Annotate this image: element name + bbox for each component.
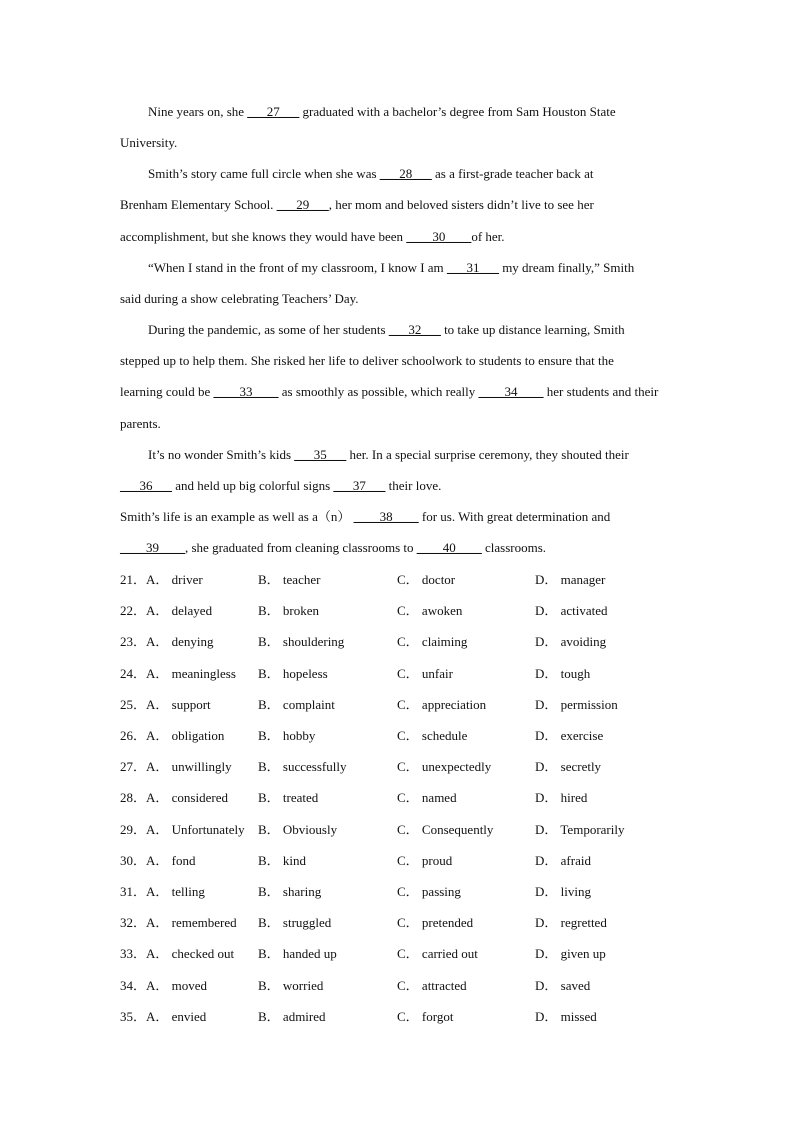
blank-36: ___36___ — [120, 478, 172, 493]
question-number-and-option-a — [120, 946, 234, 962]
question-row — [120, 697, 680, 713]
option-c: C． proud — [397, 853, 453, 868]
option-b: B． struggled — [258, 915, 332, 930]
option-c: C． pretended — [397, 915, 474, 930]
passage-line — [120, 384, 658, 400]
option-d: D． secretly — [535, 759, 602, 774]
text: Smith’s story came full circle when she was — [148, 166, 380, 181]
option-a: A． envied — [146, 1009, 207, 1024]
question-row — [120, 822, 680, 838]
question-number-and-option-a — [120, 915, 237, 931]
question-row — [120, 603, 680, 619]
option-c: C． doctor — [397, 572, 456, 587]
question-number-and-option-a — [120, 603, 212, 619]
option-a: A． Unfortunately — [146, 822, 245, 837]
text: for us. With great determination and — [418, 509, 611, 524]
option-d: D． saved — [535, 978, 591, 993]
option-b: B． Obviously — [258, 822, 338, 837]
option-c: C． awoken — [397, 603, 463, 618]
question-number-and-option-a — [120, 666, 236, 682]
option-c: C． carried out — [397, 946, 478, 961]
option-d: D． hired — [535, 790, 588, 805]
text: classrooms. — [481, 540, 547, 555]
text: learning could be — [120, 384, 214, 399]
text: “When I stand in the front of my classroom, I know I am — [148, 260, 447, 275]
question-number-and-option-a — [120, 853, 195, 869]
option-a: A． unwillingly — [146, 759, 232, 774]
option-b: B． successfully — [258, 759, 347, 774]
text: During the pandemic, as some of her students — [148, 322, 389, 337]
question-number: 34． — [120, 978, 147, 993]
passage-line — [120, 509, 610, 525]
question-number: 27． — [120, 759, 147, 774]
blank-37: ___37___ — [333, 478, 386, 493]
option-b: B． treated — [258, 790, 319, 805]
text: University. — [120, 135, 178, 150]
question-number: 35． — [120, 1009, 147, 1024]
question-number: 32． — [120, 915, 147, 930]
blank-40: ____40____ — [416, 540, 482, 555]
option-c: C． schedule — [397, 728, 468, 743]
text: , she graduated from cleaning classrooms to — [185, 540, 417, 555]
question-row — [120, 790, 680, 806]
option-b: B． hobby — [258, 728, 316, 743]
passage-line — [120, 416, 161, 432]
passage-line — [120, 291, 359, 307]
option-a: A． checked out — [146, 946, 235, 961]
option-b: B． complaint — [258, 697, 335, 712]
option-a: A． delayed — [146, 603, 213, 618]
passage-line — [120, 540, 546, 556]
option-a: A． denying — [146, 634, 214, 649]
passage-line — [120, 197, 594, 213]
text: stepped up to help them. She risked her life to deliver schoolwork to students to ensure that the — [120, 353, 614, 368]
question-row — [120, 946, 680, 962]
option-d: D． tough — [535, 666, 591, 681]
blank-39: ____39____ — [120, 540, 185, 555]
question-number-and-option-a — [120, 634, 214, 650]
blank-27: ___27___ — [247, 104, 300, 119]
text: Brenham Elementary School. — [120, 197, 277, 212]
passage-line — [148, 322, 625, 338]
text: and held up big colorful signs — [172, 478, 334, 493]
option-b: B． handed up — [258, 946, 337, 961]
option-c: C． unexpectedly — [397, 759, 492, 774]
option-d: D． given up — [535, 946, 606, 961]
option-b: B． worried — [258, 978, 324, 993]
blank-33: ____33____ — [213, 384, 279, 399]
question-row — [120, 915, 680, 931]
option-a: A． fond — [146, 853, 196, 868]
question-number: 28． — [120, 790, 147, 805]
question-row — [120, 1009, 680, 1025]
question-number-and-option-a — [120, 697, 211, 713]
option-d: D． activated — [535, 603, 608, 618]
passage-line — [148, 166, 593, 182]
option-c: C． claiming — [397, 634, 468, 649]
option-b: B． broken — [258, 603, 320, 618]
passage-line — [120, 229, 505, 245]
text: of her. — [471, 229, 505, 244]
blank-38: ____38____ — [353, 509, 419, 524]
option-c: C． forgot — [397, 1009, 454, 1024]
option-d: D． manager — [535, 572, 606, 587]
text: as a first-grade teacher back at — [431, 166, 594, 181]
option-c: C． attracted — [397, 978, 467, 993]
text: my dream finally,” Smith — [498, 260, 635, 275]
question-number-and-option-a — [120, 978, 207, 994]
text: as smoothly as possible, which really — [278, 384, 479, 399]
option-a: A． considered — [146, 790, 228, 805]
passage-line — [148, 447, 629, 463]
question-number: 29． — [120, 822, 147, 837]
blank-29: ___29___ — [276, 197, 329, 212]
question-number: 26． — [120, 728, 147, 743]
question-row — [120, 853, 680, 869]
option-d: D． afraid — [535, 853, 591, 868]
text: accomplishment, but she knows they would have been — [120, 229, 407, 244]
option-b: B． kind — [258, 853, 307, 868]
text: parents. — [120, 416, 161, 431]
question-number: 33． — [120, 946, 147, 961]
text: to take up distance learning, Smith — [440, 322, 625, 337]
question-number-and-option-a — [120, 884, 205, 900]
question-row — [120, 634, 680, 650]
question-row — [120, 572, 680, 588]
option-b: B． sharing — [258, 884, 322, 899]
passage-line — [120, 353, 614, 369]
question-number: 23． — [120, 634, 147, 649]
question-row — [120, 884, 680, 900]
question-row — [120, 978, 680, 994]
option-a: A． meaningless — [146, 666, 236, 681]
text: graduated with a bachelor’s degree from Sam Houston State — [299, 104, 616, 119]
option-c: C． unfair — [397, 666, 453, 681]
blank-34: ____34____ — [478, 384, 544, 399]
option-d: D． exercise — [535, 728, 604, 743]
option-a: A． moved — [146, 978, 208, 993]
question-number-and-option-a — [120, 759, 232, 775]
option-d: D． permission — [535, 697, 618, 712]
option-c: C． passing — [397, 884, 461, 899]
question-number: 31． — [120, 884, 147, 899]
blank-35: ___35___ — [294, 447, 347, 462]
question-number: 21． — [120, 572, 147, 587]
question-number: 30． — [120, 853, 147, 868]
text: It’s no wonder Smith’s kids — [148, 447, 295, 462]
passage-line — [120, 135, 177, 151]
option-a: A． remembered — [146, 915, 237, 930]
option-c: C． named — [397, 790, 457, 805]
option-a: A． support — [146, 697, 211, 712]
option-d: D． missed — [535, 1009, 597, 1024]
option-b: B． teacher — [258, 572, 321, 587]
question-number-and-option-a — [120, 790, 228, 806]
blank-30: ____30____ — [406, 229, 472, 244]
question-row — [120, 666, 680, 682]
text: said during a show celebrating Teachers’ Day. — [120, 291, 359, 306]
passage-line — [148, 104, 616, 120]
blank-31: ___31___ — [446, 260, 499, 275]
option-c: C． appreciation — [397, 697, 487, 712]
option-b: B． shouldering — [258, 634, 345, 649]
question-number-and-option-a — [120, 822, 245, 838]
option-b: B． hopeless — [258, 666, 328, 681]
blank-28: ___28___ — [379, 166, 432, 181]
option-a: A． driver — [146, 572, 203, 587]
option-c: C． Consequently — [397, 822, 494, 837]
text: her. In a special surprise ceremony, they shouted their — [346, 447, 629, 462]
question-number: 25． — [120, 697, 147, 712]
option-a: A． obligation — [146, 728, 225, 743]
question-number-and-option-a — [120, 728, 224, 744]
option-d: D． regretted — [535, 915, 607, 930]
question-number: 24． — [120, 666, 147, 681]
question-number-and-option-a — [120, 572, 203, 588]
question-number: 22． — [120, 603, 147, 618]
blank-32: ___32___ — [388, 322, 441, 337]
text: Nine years on, she — [148, 104, 248, 119]
question-number-and-option-a — [120, 1009, 206, 1025]
text: , her mom and beloved sisters didn’t live to see her — [328, 197, 594, 212]
text: their love. — [385, 478, 442, 493]
question-row — [120, 759, 680, 775]
text: her students and their — [543, 384, 659, 399]
question-row — [120, 728, 680, 744]
option-a: A． telling — [146, 884, 205, 899]
option-d: D． avoiding — [535, 634, 607, 649]
option-d: D． living — [535, 884, 591, 899]
passage-line — [148, 260, 634, 276]
text: Smith’s life is an example as well as a（n） — [120, 509, 354, 524]
passage-line — [120, 478, 441, 494]
option-b: B． admired — [258, 1009, 326, 1024]
option-d: D． Temporarily — [535, 822, 625, 837]
